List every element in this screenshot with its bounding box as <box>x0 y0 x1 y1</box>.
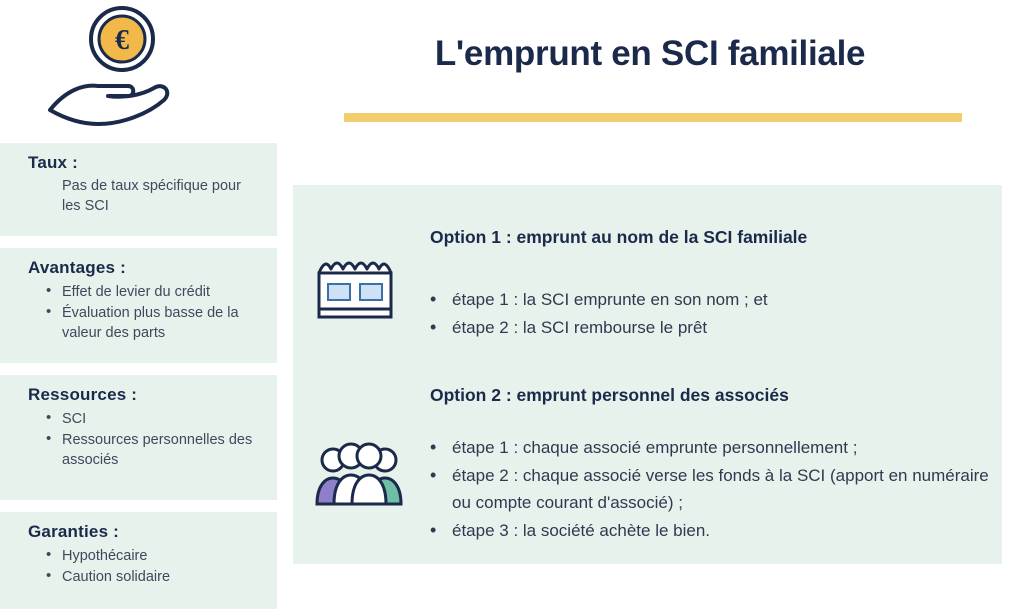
sidebar-card-title: Avantages : <box>28 258 126 277</box>
list-item: • étape 1 : la SCI emprunte en son nom ; et <box>452 287 972 313</box>
list-item: • SCI <box>62 409 263 429</box>
page-title: L'emprunt en SCI familiale <box>434 34 866 73</box>
sidebar-card-garanties <box>0 512 277 609</box>
sidebar-card-list <box>0 409 277 483</box>
list-item: • Ressources personnelles des associés <box>62 430 263 470</box>
sidebar-card-avantages <box>0 248 277 363</box>
list-item: • Hypothécaire <box>62 546 263 566</box>
option-2-heading: Option 2 : emprunt personnel des associés <box>430 385 789 405</box>
sidebar-card-list <box>0 546 277 600</box>
list-item: • étape 3 : la société achète le bien. <box>452 518 1008 544</box>
sidebar-card-text: Pas de taux spécifique pour les SCI <box>62 178 241 214</box>
list-item: • Effet de levier du crédit <box>62 282 263 302</box>
list-item: • Caution solidaire <box>62 567 263 587</box>
list-item: • étape 1 : chaque associé emprunte personnellement ; <box>452 435 1008 461</box>
sidebar-card-ressources <box>0 375 277 500</box>
title-underline-rule <box>344 113 962 122</box>
sidebar-card-title: Ressources : <box>28 385 138 404</box>
sidebar-card-list <box>0 282 277 356</box>
sidebar-card-title: Garanties : <box>28 522 120 541</box>
hand-holding-euro-coin-icon <box>36 6 206 128</box>
option-1-steps <box>452 287 972 344</box>
sidebar-card-title: Taux : <box>28 153 79 172</box>
list-item: • étape 2 : la SCI remboursе le prêt <box>452 315 972 341</box>
storefront-icon <box>313 253 405 325</box>
option-2-steps <box>452 435 1008 546</box>
sidebar <box>0 0 277 609</box>
option-1-heading: Option 1 : emprunt au nom de la SCI familiale <box>430 227 808 247</box>
group-of-people-icon <box>313 438 405 510</box>
list-item: • Évaluation plus basse de la valeur des parts <box>62 303 263 343</box>
list-item: • étape 2 : chaque associé verse les fonds à la SCI (apport en numéraire ou compte courant d'associé) ; <box>452 463 1008 516</box>
svg-text:€: € <box>115 25 129 56</box>
sidebar-card-taux <box>0 143 277 236</box>
